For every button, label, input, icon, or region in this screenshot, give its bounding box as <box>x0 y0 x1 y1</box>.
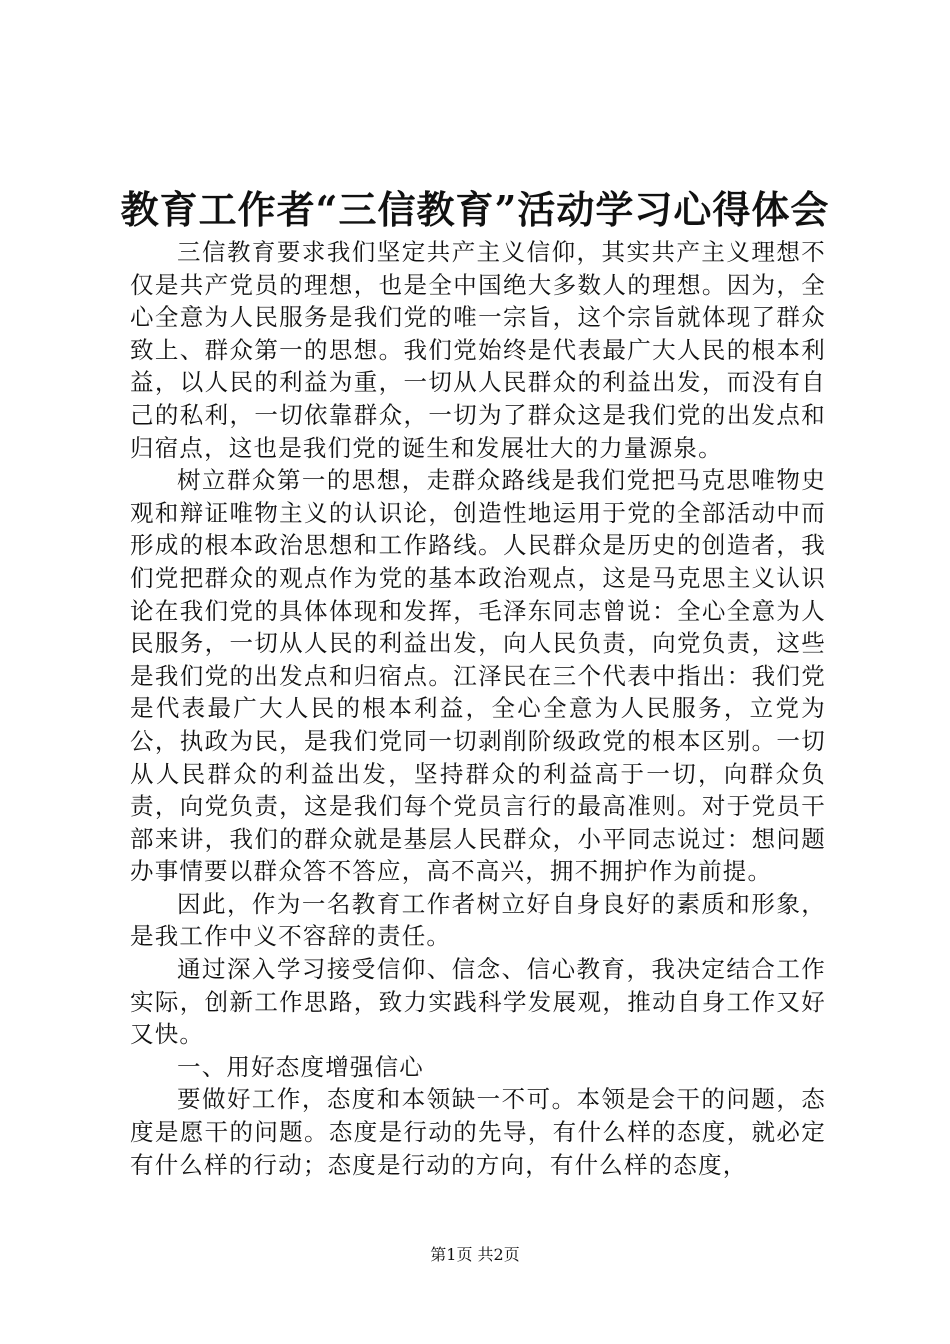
paragraph-4: 通过深入学习接受信仰、信念、信心教育，我决定结合工作实际，创新工作思路，致力实践科学发展观，推动自身工作又好又快。 <box>130 955 826 1049</box>
section-paragraph: 要做好工作，态度和本领缺一不可。本领是会干的问题，态度是愿干的问题。态度是行动的先导，有什么样的态度，就必定有什么样的行动；态度是行动的方向，有什么样的态度， <box>130 1085 826 1179</box>
document-body <box>130 236 826 1181</box>
page-footer: 第1页 共2页 <box>430 1245 520 1264</box>
paragraph-2: 树立群众第一的思想，走群众路线是我们党把马克思唯物史观和辩证唯物主义的认识论，创造性地运用于党的全部活动中而形成的根本政治思想和工作路线。人民群众是历史的创造者，我们党把群众的观点作为党的基本政治观点，这是马克思主义认识论在我们党的具体体现和发挥，毛泽东同志曾说：全心全意为人民服务，一切从人民的利益出发，向人民负责，向党负责，这些是我们党的出发点和归宿点。江泽民在三个代表中指出：我们党是代表最广大人民的根本利益，全心全意为人民服务，立党为公，执政为民，是我们党同一切剥削阶级政党的根本区别。一切从人民群众的利益出发，坚持群众的利益高于一切，向群众负责，向党负责，这是我们每个党员言行的最高准则。对于党员干部来讲，我们的群众就是基层人民群众，小平同志说过：想问题办事情要以群众答不答应，高不高兴，拥不拥护作为前提。 <box>130 466 826 886</box>
paragraph-3: 因此，作为一名教育工作者树立好自身良好的素质和形象，是我工作中义不容辞的责任。 <box>130 889 826 951</box>
paragraph-1: 三信教育要求我们坚定共产主义信仰，其实共产主义理想不仅是共产党员的理想，也是全中国绝大多数人的理想。因为，全心全意为人民服务是我们党的唯一宗旨，这个宗旨就体现了群众致上、群众第一的思想。我们党始终是代表最广大人民的根本利益，以人民的利益为重，一切从人民群众的利益出发，而没有自己的私利，一切依靠群众，一切为了群众这是我们党的出发点和归宿点，这也是我们党的诞生和发展壮大的力量源泉。 <box>130 238 826 462</box>
section-heading: 一、用好态度增强信心 <box>177 1052 424 1081</box>
document-title: 教育工作者“三信教育”活动学习心得体会 <box>120 187 830 232</box>
